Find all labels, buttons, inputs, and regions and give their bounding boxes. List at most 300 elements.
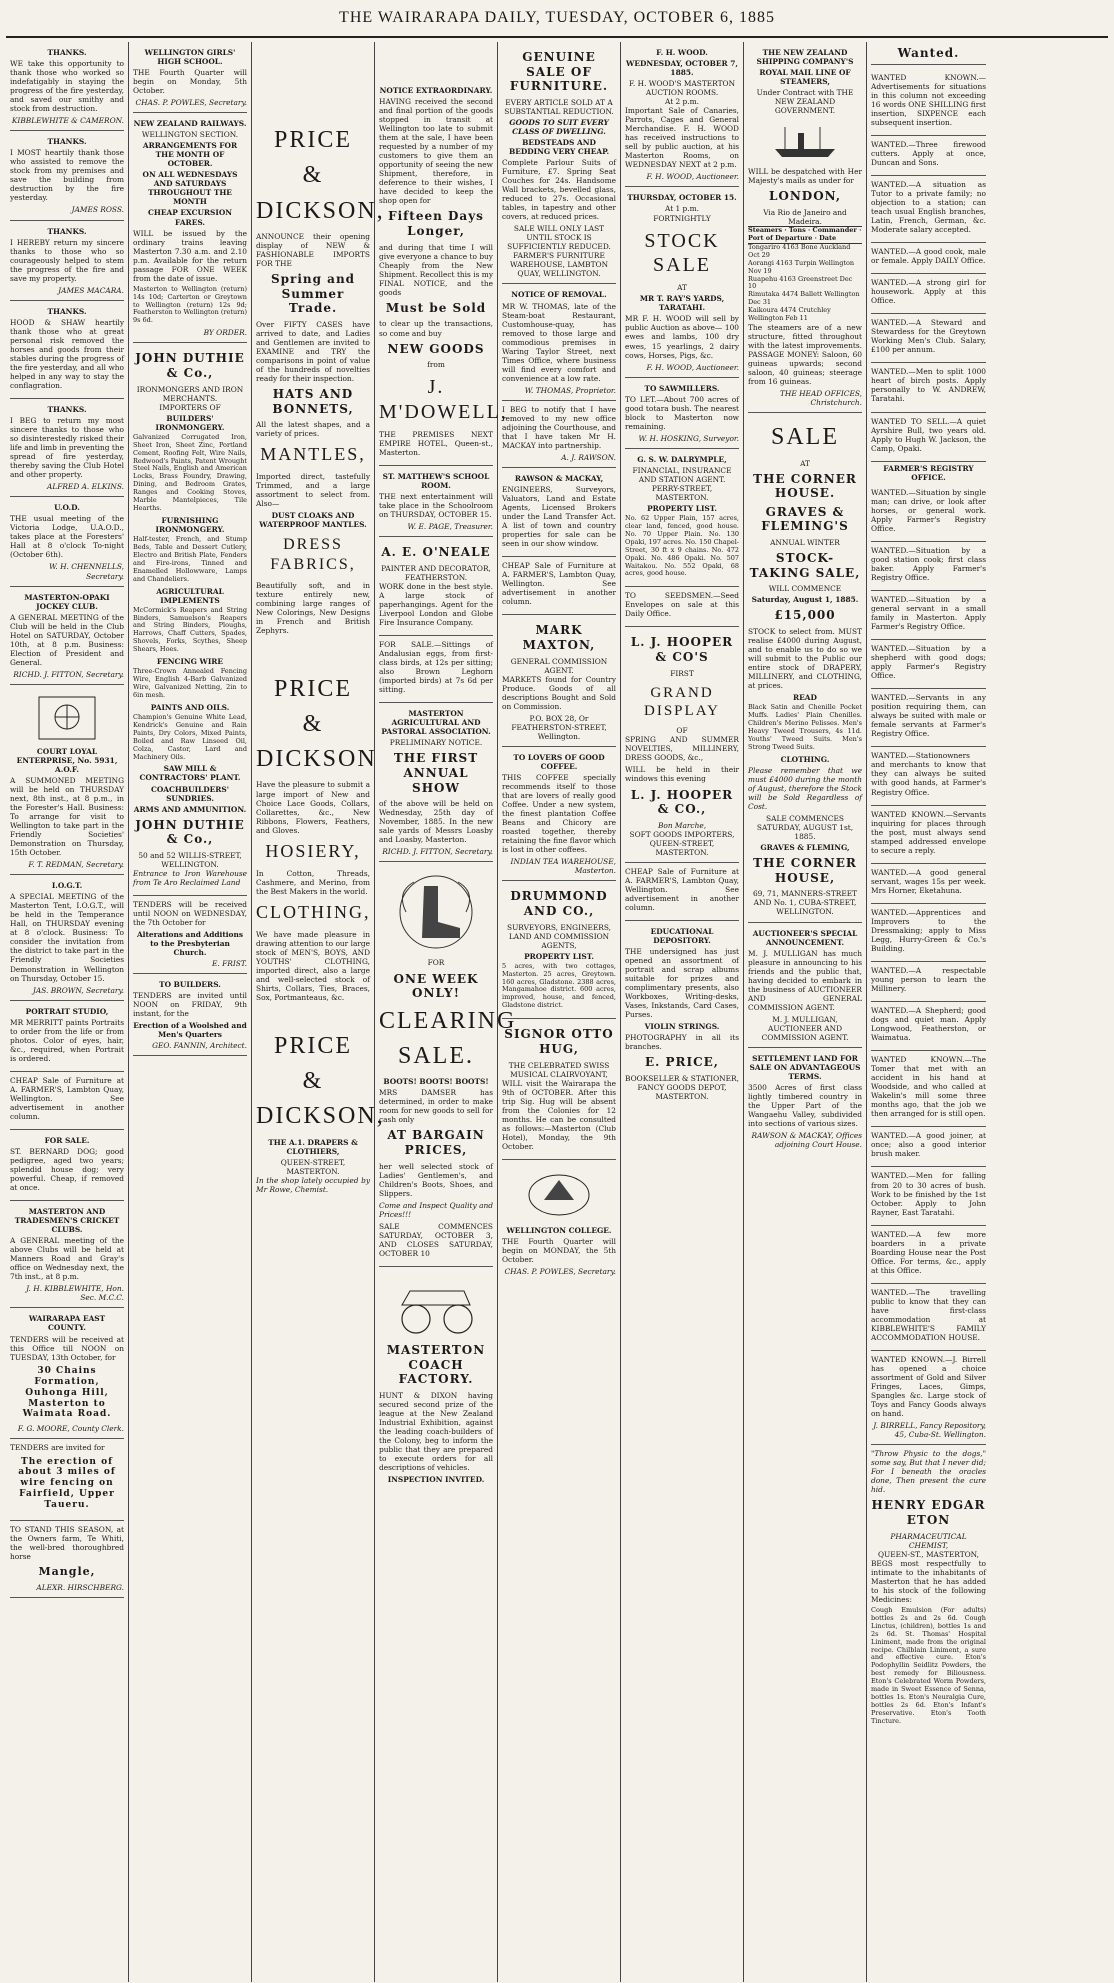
ad-otto-hug — [502, 1019, 616, 1160]
ad-heading: AUCTIONEER'S SPECIAL ANNOUNCEMENT. — [752, 928, 858, 947]
ad-rawson-mackay — [502, 468, 616, 557]
ad-heading: TO LOVERS OF GOOD COFFEE. — [513, 752, 605, 771]
ad-verse: "Throw Physic to the dogs," some say, But that I never did; For I beneath the oracles done, Then present the cure hid. — [871, 1449, 986, 1495]
ad-body: No. 62 Upper Plain, 157 acres, clear land, fenced, good house. No. 70 Upper Plain. No. 130 Opaki, 197 acres. No. 150 Chapel-Street, 30 ft x 9 chains. No. 472 Opaki. No. 486 Opaki. No. 507 Waitakou. No. 552 Opaki, 68 acres, good house. — [625, 513, 739, 578]
ad-heading: JOHN DUTHIE & Co., — [135, 351, 245, 380]
ad-east-county — [10, 1308, 124, 1439]
ad-dalrymple — [625, 449, 739, 588]
ad-big-heading: SALE — [771, 424, 839, 451]
ad-body: WILL be issued by the ordinary trains leaving Masterton 7.30 a.m. and 2.10 p.m. Available for the return passage FOR ONE WEEK from the date of issue. — [133, 228, 247, 283]
ad-seedsmen — [625, 587, 739, 627]
ad-note: In the shop lately occupied by Mr Rowe, Chemist. — [256, 1175, 370, 1194]
ad-hooper-display — [625, 627, 739, 862]
ad-body: ENGINEERS, Surveyors, Valuators, Land and Estate Agents, Licensed Brokers under the Land Transfer Act. A list of town and country properties for sale can be seen in our show window. — [502, 485, 616, 549]
ad-signature: INSPECTION INVITED. — [387, 1475, 485, 1485]
classified-text: WANTED TO SELL.—A quiet Ayrshire Bull, two years old. Apply to Hugh W. Jackson, the Camp, Opaki. — [871, 416, 986, 453]
classified-text: WANTED.—A Steward and Stewardess for the Greytown Working Men's Club. Salary, £100 per annum. — [871, 318, 986, 355]
ad-big-heading: J. M'DOWELL, — [379, 376, 508, 423]
ad-court-loyal — [10, 685, 124, 875]
ad-cheap-furniture — [10, 1072, 124, 1130]
ad-signature: W. E. PAGE, Treasurer. — [407, 522, 493, 532]
ad-subheading: SALE COMMENCES SATURDAY, AUGUST 1st, 1885. — [756, 814, 854, 842]
ad-notice-extraordinary — [379, 42, 508, 466]
ad-thanks-elkins — [10, 399, 124, 497]
ad-heading: NOTICE EXTRAORDINARY. — [379, 86, 493, 95]
ad-heading: L. J. HOOPER & CO'S — [630, 635, 734, 665]
classified-text: WANTED.—A good cook, male or female. Apply DAILY Office. — [871, 247, 986, 266]
classified-item — [871, 413, 986, 462]
ad-signature: CHAS. P. POWLES, Secretary. — [135, 98, 247, 108]
ad-cricket-clubs — [10, 1201, 124, 1308]
ad-signature: RAWSON & MACKAY, Offices adjoining Court House. — [751, 1131, 862, 1150]
classified-item — [871, 904, 986, 962]
ad-heading: THE CORNER HOUSE. — [753, 471, 857, 501]
ad-subheading: CLOTHING. — [780, 754, 830, 764]
ad-body: WILL be despatched with Her Majesty's mails as under for — [748, 167, 862, 186]
table-header: Steamers · Tons · Commander · Port of Departure · Date — [748, 225, 862, 242]
classified-text: WANTED.—Men to split 1000 heart of birch posts. Apply personally to W. ANDREW, Taratahi. — [871, 367, 986, 404]
ad-address: QUEEN-ST., MASTERTON, — [877, 1549, 980, 1559]
ad-wood-auction — [625, 42, 739, 187]
ad-body: Cough Emulsion (For adults) bottles 2s and 2s 6d. Cough Linctus, (children), bottles 1s and 2s 6d. St. Thomas' Hospital Liniment, made from the original recipe. Chilblain Liniment, a sure and effective cure. Eton's Podophyllin Seidlitz Powders, the best remedy for Biliousness. Eton's Celebrated Worm Powders, made in Sweet Essence of Senna, bottles 1s. Eton's Neuralgia Cure, bottles 2s 6d. Eton's Infant's Preservative. Eton's Tooth Tincture. — [871, 1605, 986, 1725]
ad-body: FIRST — [670, 668, 694, 678]
ad-girls-high-school — [133, 42, 247, 113]
classified-text: WANTED.—Situation by a general servant in a small family in Masterton. Apply Farmer's Registry Office. — [871, 594, 986, 632]
ad-big-heading: DICKSON — [256, 746, 377, 773]
classified-text: WANTED KNOWN.—Advertisements for situations in this column not exceeding 16 words ONE SHILLING first insertion, SIXPENCE each subsequent insertion. — [871, 72, 986, 127]
ad-oneale — [379, 537, 493, 636]
classified-text: WANTED.—Situation by single man; can drive, or look after horses, or general work. Apply Farmer's Registry Office. — [871, 487, 986, 533]
ad-signature: ALFRED A. ELKINS. — [46, 482, 124, 492]
ad-feature: Fifteen Days Longer, — [388, 209, 484, 239]
classified-item — [871, 314, 986, 363]
ad-body: THE next entertainment will take place in the Schoolroom on THURSDAY, OCTOBER 15. — [379, 492, 493, 520]
section-heading: SAW MILL & CONTRACTORS' PLANT. — [139, 764, 241, 783]
ad-feature: 30 Chains Formation, Ouhonga Hill, Masterton to Waimata Road. — [22, 1365, 112, 1420]
classified-item — [871, 962, 986, 1002]
ad-address: QUEEN-STREET, MASTERTON. — [280, 1157, 346, 1176]
ad-heading: G. S. W. DALRYMPLE, — [637, 454, 727, 464]
ad-eggs — [379, 636, 493, 703]
classified-text: WANTED.—A few more boarders in a private Boarding House near the Post Office. For terms, &c., apply at this Office. — [871, 1229, 986, 1275]
ad-big-heading: & — [302, 710, 324, 737]
ad-body: WILL be held in their windows this evening — [625, 765, 739, 784]
ad-subheading: THURSDAY, OCTOBER 15. — [627, 193, 737, 203]
ad-dates: SALE COMMENCES SATURDAY, OCTOBER 3, AND CLOSES SATURDAY, OCTOBER 10 — [379, 1221, 493, 1258]
ad-body: TO STAND THIS SEASON, at the Owners farm, Te Whiti, the well-bred thoroughbred horse — [10, 1525, 124, 1562]
ad-body: FOR — [427, 958, 445, 968]
ad-cheap-furniture — [502, 557, 616, 615]
ad-heading: HENRY EDGAR ETON — [871, 1498, 986, 1528]
ad-body: TENDERS are invited for — [10, 1443, 105, 1453]
ad-body: THE Fourth Quarter will begin on Monday, 5th October. — [133, 68, 247, 96]
section-list: Champion's Genuine White Lead, Kendrick's Genuine and Rain Paints, Dry Colors, Mixed Paints, Boiled and Raw Linseed Oil, Colza, Castor, Lard and Machinery Oils. — [133, 712, 247, 761]
ad-heading: E. PRICE, — [645, 1055, 719, 1070]
ad-subheading: MR T. RAY'S YARDS, TARATAHI. — [639, 294, 725, 313]
ad-feature: NEW GOODS — [387, 341, 485, 356]
ad-subheading: ANNUAL WINTER — [770, 538, 840, 548]
ad-heading: EDUCATIONAL DEPOSITORY. — [650, 927, 714, 946]
ad-heading: COURT LOYAL ENTERPRISE, No. 5931, A.O.F. — [16, 746, 118, 774]
ad-heading: SETTLEMENT LAND FOR SALE ON ADVANTAGEOUS TERMS. — [749, 1053, 861, 1081]
ad-signature: GEO. FANNIN, Architect. — [152, 1041, 247, 1051]
ad-subheading: IRONMONGERS AND IRON MERCHANTS. — [136, 384, 244, 403]
ad-subheading: READ — [793, 693, 817, 703]
ad-subheading: BOOKSELLER & STATIONER, FANCY GOODS DEPOT, MASTERTON. — [625, 1074, 739, 1102]
ad-heading: MASTERTON-OPAKI JOCKEY CLUB. — [24, 592, 110, 611]
classified-text: WANTED KNOWN.—J. Birrell has opened a choice assortment of Gold and Silver Fringes, Laces, Gimps, Spangles &c. Large stock of Toys and Fancy Goods always on hand. — [871, 1354, 986, 1419]
ad-body: 3500 Acres of first class lightly timbered country in the Upper Part of the Wangaehu Valley, subdivided into sections of various sizes. — [748, 1082, 862, 1129]
classified-item — [871, 484, 986, 542]
section-heading: AGRICULTURAL IMPLEMENTS — [156, 586, 224, 605]
ad-educational-depository — [625, 921, 739, 1106]
table-row: Tongariro 4163 Bone Auckland Oct 29 — [748, 242, 851, 259]
masthead: THE WAIRARAPA DAILY, TUESDAY, OCTOBER 6, 1885 — [6, 0, 1108, 38]
ad-body: ST. BERNARD DOG; good pedigree, aged two years; splendid house dog; very powerful. Cheap, if removed at once. — [10, 1146, 124, 1193]
ad-thanks-kibblewhite — [10, 42, 124, 131]
ad-coach-factory — [379, 1267, 493, 1491]
ad-subheading: At 2 p.m. — [664, 97, 699, 107]
ad-body: In Cotton, Threads, Cashmere, and Merino, from the Best Makers in the world. — [256, 868, 370, 896]
ad-body: Black Satin and Chenille Pocket Muffs. Ladies' Plain Chenilles. Children's Merino Pelisses. Men's Heavy Tweed Trousers, 4s 11d. Youths' Tweed Suits. Men's Strong Tweed Suits. — [748, 703, 862, 751]
classified-item — [871, 542, 986, 591]
ad-footer: THE A.1. DRAPERS & CLOTHIERS, — [268, 1137, 358, 1156]
ad-big-heading: GRAND DISPLAY — [644, 684, 720, 720]
classified-item — [871, 591, 986, 640]
ad-body: We have made pleasure in drawing attention to our large stock of MEN'S, BOYS, AND YOUTHS' CLOTHING, imported direct, also a large and well-selected stock of Shirts, Collars, Ties, Braces, Sox, Portmanteaus, &c. — [256, 929, 370, 1002]
classified-item — [871, 1284, 986, 1351]
ad-body: The steamers are of a new structure, fitted throughout with the latest improvements. PASSAGE MONEY: Saloon, 60 guineas upwards; second saloon, 40 guineas; steerage from 16 guineas. — [748, 323, 862, 387]
classified-text: WANTED.—Situation by a good station cook; first class baker. Apply Farmer's Registry Office. — [871, 545, 986, 582]
ad-heading: CLOTHING, — [256, 901, 371, 922]
ad-feature: Erection of a Woolshed and Men's Quarters — [133, 1021, 247, 1040]
ad-subheading: ROYAL MAIL LINE OF STEAMERS, — [759, 68, 851, 87]
ad-heading: PORTRAIT STUDIO, — [25, 1006, 109, 1016]
section-list: McCormick's Reapers and String Binders, Samuelson's Reapers and String Binders, Ploughs, Harrows, Chaff Cutters, Spades, Shovels, Forks, Scythes, Sheep Shears, Hoes. — [133, 605, 247, 654]
ad-presbyterian-tender — [133, 896, 247, 974]
ad-subheading: PRELIMINARY NOTICE. — [389, 738, 483, 748]
ad-big-heading: SALE. — [398, 1043, 474, 1070]
ad-body: PHOTOGRAPHY in all its branches. — [625, 1033, 739, 1052]
ad-signature: KIBBLEWHITE & CAMERON. — [11, 116, 124, 126]
ad-heading: MARK MAXTON, — [522, 623, 596, 653]
ad-subheading: GENERAL COMMISSION AGENT. — [510, 656, 608, 675]
ad-heading: MANTLES, — [260, 444, 366, 465]
ad-body: SPRING AND SUMMER NOVELTIES, MILLINERY, DRESS GOODS, &c., — [625, 735, 739, 763]
ad-body: THE Fourth Quarter will begin on MONDAY, the 5th October. — [502, 1236, 616, 1264]
ad-address: QUEEN-STREET, MASTERTON. — [649, 838, 715, 857]
ad-heading: I.O.G.T. — [51, 881, 83, 891]
ad-body: CHEAP Sale of Furniture at A. FARMER'S, Lambton Quay, Wellington. See advertisement in another column. — [10, 1075, 124, 1121]
ad-signature: J. BIRRELL, Fancy Repository, 45, Cuba-St. Wellington. — [873, 1421, 986, 1440]
ad-rawson-notice — [502, 401, 616, 468]
ad-heading: GRAVES & FLEMING'S — [761, 504, 849, 534]
ad-body: and during that time I will give everyone a chance to buy Cheaply from the New Shipment. Recollect this is my FINAL NOTICE, and the goods — [379, 242, 493, 297]
ad-heading: NOTICE OF REMOVAL. — [511, 290, 607, 300]
ad-subheading: THE CELEBRATED SWISS MUSICAL CLAIRVOYANT, — [508, 1060, 610, 1079]
ad-body: MR MERRITT paints Portraits to order from the life or from photos. Color of eyes, hair, &c., required, when Portrait is ordered. — [10, 1017, 124, 1063]
ad-subheading: GOODS TO SUIT EVERY CLASS OF DWELLING. — [509, 117, 609, 136]
section-heading: FURNISHING IRONMONGERY. — [155, 515, 225, 535]
ad-subheading: BEDSTEADS AND BEDDING VERY CHEAP. — [508, 138, 610, 157]
classified-item — [871, 69, 986, 136]
classified-text: WANTED.—A Shepherd; good dogs and quiet man. Apply Longwood, Featherston, or Waimatua. — [871, 1006, 986, 1043]
classified-text: WANTED.—Stationowners and merchants to know that they can always be suited with good hands, at Farmer's Registry Office. — [871, 751, 986, 797]
ad-big-heading: & — [302, 162, 324, 189]
ad-drummond — [502, 881, 616, 1019]
ad-subheading: DUST CLOAKS AND WATERPROOF MANTLES. — [259, 511, 367, 530]
ad-subheading: IMPORTERS OF — [159, 402, 221, 412]
ad-price-dickson — [256, 42, 385, 1202]
ad-heading: JOHN DUTHIE & Co., — [135, 817, 245, 847]
classified-item — [871, 747, 986, 805]
section-list: Galvanized Corrugated Iron, Sheet Iron, Sheet Zinc, Portland Cement, Roofing Felt, Wire Nails, Redwood's Paints, Patent Wrought Steel Nails, English and American Locks, Brass Foundry, Drawing, Dining, and Bedroom Grates, Ranges and Cooking Stoves, Marble Mantelpieces, Tile Hearths. — [133, 432, 247, 513]
ad-body: 5 acres, with two cottages, Masterton. 25 acres, Greytown. 160 acres, Gladstone. 2388 acres, Mangamahoe district. 600 acres, improved, house, and fenced, Gladstone district. — [502, 961, 616, 1010]
ad-body: TENDERS are invited until NOON on FRIDAY, 9th instant, for the — [133, 991, 247, 1019]
ad-feature: £15,000 — [774, 608, 836, 623]
steamship-icon — [770, 121, 840, 161]
ad-body: HOOD & SHAW heartily thank those who at great personal risk removed the horses and goods from their stables during the progress of the fire yesterday, and all who helped in any way to stay the conflagration. — [10, 317, 124, 390]
table-row: Rimutaka 4474 Ballett Wellington Dec 31 — [748, 290, 860, 307]
ad-big-heading: DICKSON, — [256, 197, 385, 224]
classified-item — [871, 363, 986, 412]
classified-text: WANTED.—A good joiner, at once; also a good interior brush maker. — [871, 1131, 986, 1159]
ad-heading: MASTERTON AGRICULTURAL AND PASTORAL ASSOCIATION. — [381, 709, 491, 737]
ad-subheading: VIOLIN STRINGS. — [644, 1022, 720, 1032]
ad-note: Come and Inspect Quality and Prices!!! — [379, 1200, 493, 1219]
ad-feature: Must be Sold — [385, 300, 487, 315]
ad-subheading: Via Rio de Janeiro and Madeira. — [763, 207, 847, 226]
ad-heading: THANKS. — [47, 306, 87, 316]
ad-body: OF — [676, 726, 688, 736]
classified-item — [871, 1226, 986, 1284]
ad-signature: M. J. MULLIGAN, AUCTIONEER AND COMMISSION AGENT. — [761, 1014, 849, 1042]
classified-text: WANTED KNOWN.—The Tomer that met with an accident in his hand at Woodside, and who called at Wakelin's mill some three months ago, that the job we then arranged for is still open. — [871, 1055, 986, 1119]
ad-heading: ST. MATTHEW'S SCHOOL ROOM. — [382, 472, 490, 491]
ad-body: WORK done in the best style. A large stock of paperhangings. Agent for the Liverpool London and Globe Fire Insurance Company. — [379, 581, 493, 628]
ad-feature: The erection of about 3 miles of wire fencing on Fairfield, Upper Taueru. — [18, 1456, 116, 1511]
ad-body: TENDERS will be received until NOON on WEDNESDAY, the 7th October for — [133, 899, 247, 928]
ad-subheading: PAINTER AND DECORATOR, FEATHERSTON. — [381, 563, 491, 582]
classified-item — [871, 640, 986, 689]
ad-john-duthie — [133, 343, 247, 896]
ad-tender-fencing — [10, 1439, 124, 1521]
ad-heading: GRAVES & FLEMING, — [760, 843, 850, 853]
classified-text: WANTED.—Apprentices and Improvers to the Dressmaking; apply to Miss Legg, Hurry-Green & Co.'s Building. — [871, 907, 986, 953]
ad-settlement-land — [748, 1048, 862, 1154]
classified-text: WANTED.—Servants in any position requiring them, can always be suited with male or female servants at Farmer's Registry Office. — [871, 693, 986, 739]
ad-eton-chemist — [871, 1445, 986, 1733]
ad-signature: JAS. BROWN, Secretary. — [32, 985, 124, 995]
ad-railways — [133, 113, 247, 343]
ad-signature: E. FRIST. — [212, 959, 247, 969]
ad-thanks-ross — [10, 131, 124, 220]
classified-text: WANTED.—The travelling public to know that they can have first-class accommodation at KIBBLEWHITE'S FAMILY ACCOMMODATION HOUSE. — [871, 1287, 986, 1342]
ad-body: I MOST heartily thank those who assisted to remove the stock from my premises and save the building from destruction by the fire yesterday. — [10, 148, 124, 203]
ad-body: CHEAP Sale of Furniture at A. FARMER'S, Lambton Quay, Wellington. See advertisement in another column. — [625, 866, 739, 912]
ad-heading: TO SAWMILLERS. — [644, 383, 720, 393]
ad-subheading: Bon Marche, — [657, 820, 707, 830]
ad-graves-fleming-sale — [748, 413, 862, 922]
ad-signature: F. T. REDMAN, Secretary. — [28, 860, 124, 870]
column-8 — [867, 42, 990, 1982]
classified-text: WANTED.—A situation as Tutor to a private family; no objection to a station; can teach usual English branches, Latin, French, German, &c. Moderate salary accepted. — [871, 179, 986, 235]
ad-signature: W. THOMAS, Proprietor. — [524, 385, 616, 395]
ad-heading: THE CORNER HOUSE, — [753, 856, 857, 885]
ad-signature: W. H. HOSKING, Surveyor. — [638, 433, 739, 443]
classified-text: WANTED.—Men for falling from 20 to 30 acres of bush. Work to be finished by the 1st October. Apply to John Rayner, East Taratahi. — [871, 1171, 986, 1217]
column-4 — [375, 42, 517, 1982]
college-crest-icon — [524, 1170, 594, 1220]
ad-thanks-hood-shaw — [10, 301, 124, 399]
ad-body: Imported direct, tastefully Trimmed, and a large assortment to select from. Also— — [256, 472, 370, 509]
ad-note: Entrance to Iron Warehouse from Te Aro Reclaimed Land — [133, 868, 247, 887]
classified-text: WANTED KNOWN.—Servants inquiring for places through the post, must always send stamped addressed envelope to secure a reply. — [871, 809, 986, 855]
section-heading: BUILDERS' IRONMONGERY. — [155, 413, 225, 432]
ad-body: THIS COFFEE specially recommends itself to those that are lovers of really good Coffee. Under a new system, the finest plantation Coffee Beans and Chicory are roasted together, thereby retaining the fine flavor which is lost in other coffees. — [502, 773, 616, 855]
ad-body: I HEREBY return my sincere thanks to those who so courageously helped to stem the progress of the fire and save my property. — [10, 237, 124, 283]
ad-big-heading: DICKSON, — [256, 1103, 385, 1130]
ad-subheading: WEDNESDAY, OCTOBER 7, 1885. — [626, 59, 738, 78]
ad-subheading: SURVEYORS, ENGINEERS, LAND AND COMMISSION AGENTS, — [507, 922, 611, 950]
classified-item — [871, 1127, 986, 1167]
ad-subheading: PROPERTY LIST. — [524, 951, 594, 961]
ad-signature: CHAS. P. POWLES, Secretary. — [504, 1266, 616, 1276]
classified-item — [871, 864, 986, 904]
ad-heading: DRESS FABRICS, — [270, 536, 356, 573]
coach-engraving-icon — [386, 1277, 486, 1337]
ad-body: A SPECIAL MEETING of the Masterton Tent, I.O.G.T., will be held in the Temperance Hall, on THURSDAY evening at 8 o'clock. Business: To consider the invitation from the district to take part in the Friendly Societies Demonstration in Wellington on Thursday, October 15. — [10, 892, 124, 983]
ad-heading: THE NEW ZEALAND SHIPPING COMPANY'S — [756, 48, 854, 67]
ad-signature: A. J. RAWSON. — [561, 452, 616, 462]
ad-uod — [10, 497, 124, 586]
section-heading: ARMS AND AMMUNITION. — [133, 804, 247, 814]
ad-signature: RICHD. J. FITTON, Secretary. — [13, 669, 124, 679]
ad-body: Beautifully soft, and in texture entirely new, combining large ranges of New Colorings, New Designs in French and British Zephyrs. — [256, 580, 370, 635]
classified-item — [871, 1002, 986, 1051]
ad-body: of the above will be held on Wednesday, 25th day of November, 1885. In the new sale yards of Messrs Loasby and Loasby, Masterton. — [379, 799, 493, 845]
ad-body: MR W. THOMAS, late of the Steam-boat Restaurant, Customhouse-quay, has removed to those large and commodious premises in Waring Taylor Street, next Times Office, where business will find every comfort and convenience at a low rate. — [502, 301, 616, 383]
ad-body: I BEG to return my most sincere thanks to those who so disinterestedly risked their life and limb in preventing the spread of fire yesterday, thereby saving the Club Hotel and other property. — [10, 416, 124, 480]
ad-to-builders — [133, 974, 247, 1056]
section-heading: PAINTS AND OILS. — [150, 702, 230, 712]
ad-feature: Alterations and Additions to the Presbyterian Church. — [136, 930, 244, 958]
section-list: Half-tester, French, and Stump Beds, Table and Dessert Cutlery, Electro and British Plate, Fenders and Fire-irons, Tinned and Enamelled Hollowware, Lamps and Chandeliers. — [133, 535, 247, 583]
ad-signature: F. H. WOOD, Auctioneer. — [646, 362, 739, 372]
table-row: Aorangi 4163 Turpin Wellington Nov 19 — [748, 258, 855, 275]
ad-body: Complete Parlour Suits of Furniture, £7. Spring Seat Couches for 24s. Handsome Wall brackets, bevelled glass, reduced to 27s. Occasional tables, in tapestry and other covers, at reduced prices. — [502, 158, 616, 222]
classified-item — [871, 274, 986, 314]
ad-heading: MASTERTON COACH FACTORY. — [386, 1343, 486, 1387]
ad-heading: A. E. O'NEALE — [381, 545, 491, 560]
ad-heading: GENUINE SALE OF FURNITURE. — [509, 50, 609, 94]
ad-big-heading: & — [302, 1068, 324, 1095]
ad-signature: THE HEAD OFFICES, Christchurch. — [779, 389, 862, 408]
column-7 — [744, 42, 867, 1982]
ad-body: BEGS most respectfully to intimate to the inhabitants of Masterton that he has added to his stock of the following Medicines: — [871, 1558, 986, 1604]
section-list: Three-Crown Annealed Fencing Wire, English 4-Barb Galvanized Wire, Galvanized Netting, 2in to 6in mesh. — [133, 667, 247, 699]
ad-iogt — [10, 875, 124, 1000]
classified-item — [871, 176, 986, 243]
ad-body: THE usual meeting of the Victoria Lodge, U.A.O.D., takes place at the Foresters' Hall at 8 o'clock To-night (October 6th). — [10, 514, 124, 560]
ad-body: HAVING received the second and final portion of the goods stopped in transit at Wellington too late to submit them at the sale, I have been requested by a number of my customers to give them an opportunity of seeing the new Shipment, therefore, in deference to their wishes, I have decided to keep the shop open for — [379, 97, 493, 206]
ad-body: TO LET.—About 700 acres of good totara bush. The nearest block to Masterton now remaining. — [625, 394, 739, 431]
ad-signature: JAMES ROSS. — [71, 205, 124, 215]
ad-signature: JAMES MACARA. — [58, 285, 124, 295]
ad-heading: HOSIERY, — [265, 840, 361, 861]
ad-subheading: ON ALL WEDNESDAYS AND SATURDAYS THROUGHOUT THE MONTH — [142, 170, 238, 207]
ad-stud-horse — [10, 1521, 124, 1598]
column-1 — [6, 42, 129, 1982]
ad-body: A SUMMONED MEETING will be held on THURSDAY next, 8th inst., at 8 p.m., in the Forester's Hall. Business: To arrange for visit to Wellington to take part in the Friendly Societies' Demonstration on Thursday, 15th October. — [10, 775, 124, 858]
ad-heading: MASTERTON AND TRADESMEN'S CRICKET CLUBS. — [14, 1207, 120, 1235]
column-6 — [621, 42, 744, 1982]
ad-big-heading: STOCK SALE — [644, 229, 720, 276]
ad-subheading: BOOTS! BOOTS! BOOTS! — [383, 1077, 489, 1087]
ad-heading: HATS AND BONNETS, — [272, 387, 354, 416]
ad-subheading: WELLINGTON SECTION. — [141, 130, 239, 140]
column-2 — [129, 42, 252, 1982]
ad-signature: F. H. WOOD, Auctioneer. — [646, 172, 739, 182]
ad-feature: THE FIRST ANNUAL SHOW — [393, 751, 479, 795]
ad-thanks-macara — [10, 221, 124, 301]
section-heading-wanted: Wanted. — [871, 46, 986, 65]
ad-feature: Mangle, — [38, 1565, 96, 1579]
ad-heading: WELLINGTON COLLEGE. — [506, 1225, 612, 1235]
ad-body: STOCK to select from. MUST realise £4000 during August, and to enable us to do so we will submit to the Public our entire stock of DRAPERY, MILLINERY, and CLOTHING, at prices. — [748, 627, 862, 691]
ad-subheading: WILL COMMENCE — [768, 584, 842, 594]
classified-item — [871, 689, 986, 747]
ad-mark-maxton — [502, 615, 616, 747]
ad-mulligan-auctioneer — [748, 923, 862, 1048]
ad-body: MRS DAMSER has determined, in order to make room for new goods to sell for cash only — [379, 1088, 493, 1125]
classified-item — [871, 1167, 986, 1225]
ad-furniture-sale — [502, 42, 616, 284]
ad-body: A GENERAL meeting of the above Clubs will be held at Manners Road and Gray's office on Wednesday next, the 7th inst., at 8 p.m. — [10, 1236, 124, 1282]
classified-item — [871, 806, 986, 864]
ad-note: Please remember that we must £4000 during the month of August, therefore the Stock will be Sold Regardless of Cost. — [748, 765, 862, 812]
ad-heading: Spring and Summer Trade. — [270, 271, 356, 316]
ad-body: WE take this opportunity to thank those who worked so indefatigably in staying the progress of the fire yesterday, and saved our smithy and stock from destruction. — [10, 59, 124, 114]
table-row: Ruapehu 4163 Greenstreet Dec 10 — [748, 274, 853, 291]
ad-subheading: ARRANGEMENTS FOR THE MONTH OF OCTOBER. — [142, 141, 238, 169]
section-heading: COACHBUILDERS' SUNDRIES. — [150, 784, 230, 803]
ad-body: her well selected stock of Ladies' Gentlemen's, and Children's Boots, Shoes, and Slippers. — [379, 1161, 493, 1198]
ad-notice-removal — [502, 284, 616, 400]
ad-subheading: PROPERTY LIST. — [647, 503, 717, 513]
ad-body: A GENERAL MEETING of the Club will be held in the Club Hotel on SATURDAY, October 10th, at 8 p.m. Business: Election of President and General. — [10, 612, 124, 667]
column-5 — [498, 42, 621, 1982]
ad-body: MARKETS found for Country Produce. Goods of all descriptions Bought and Sold on Commission. — [502, 674, 616, 711]
ad-body: to clear up the transactions, so come and buy — [379, 319, 493, 338]
ad-subheading: CHEAP EXCURSION FARES. — [147, 208, 233, 227]
ad-signature: FARMER'S FURNITURE WAREHOUSE, LAMBTON QUAY, WELLINGTON. — [509, 251, 609, 279]
ad-body: AT — [800, 458, 810, 468]
ad-body: AT — [677, 283, 687, 293]
ad-heading: STOCK-TAKING SALE, — [749, 551, 861, 580]
ad-heading: THANKS. — [47, 226, 87, 236]
ad-feature: Saturday, August 1, 1885. — [751, 595, 859, 605]
ad-body: TO SEEDSMEN.—Seed Envelopes on sale at this Daily Office. — [625, 591, 739, 619]
ad-heading: THANKS. — [47, 405, 87, 414]
ad-body: I BEG to notify that I have removed to my new office adjoining the Courthouse, and that I have taken Mr H. MACKAY into partnership. — [502, 404, 616, 450]
ad-heading: WAIRARAPA EAST COUNTY. — [28, 1314, 106, 1333]
ad-subheading: EVERY ARTICLE SOLD AT A SUBSTANTIAL REDUCTION. — [504, 97, 614, 116]
ad-feature: LONDON, — [768, 189, 842, 204]
classified-item — [871, 136, 986, 176]
ad-cheap-furniture — [625, 863, 739, 921]
section-heading-registry: FARMER'S REGISTRY OFFICE. — [883, 463, 974, 482]
